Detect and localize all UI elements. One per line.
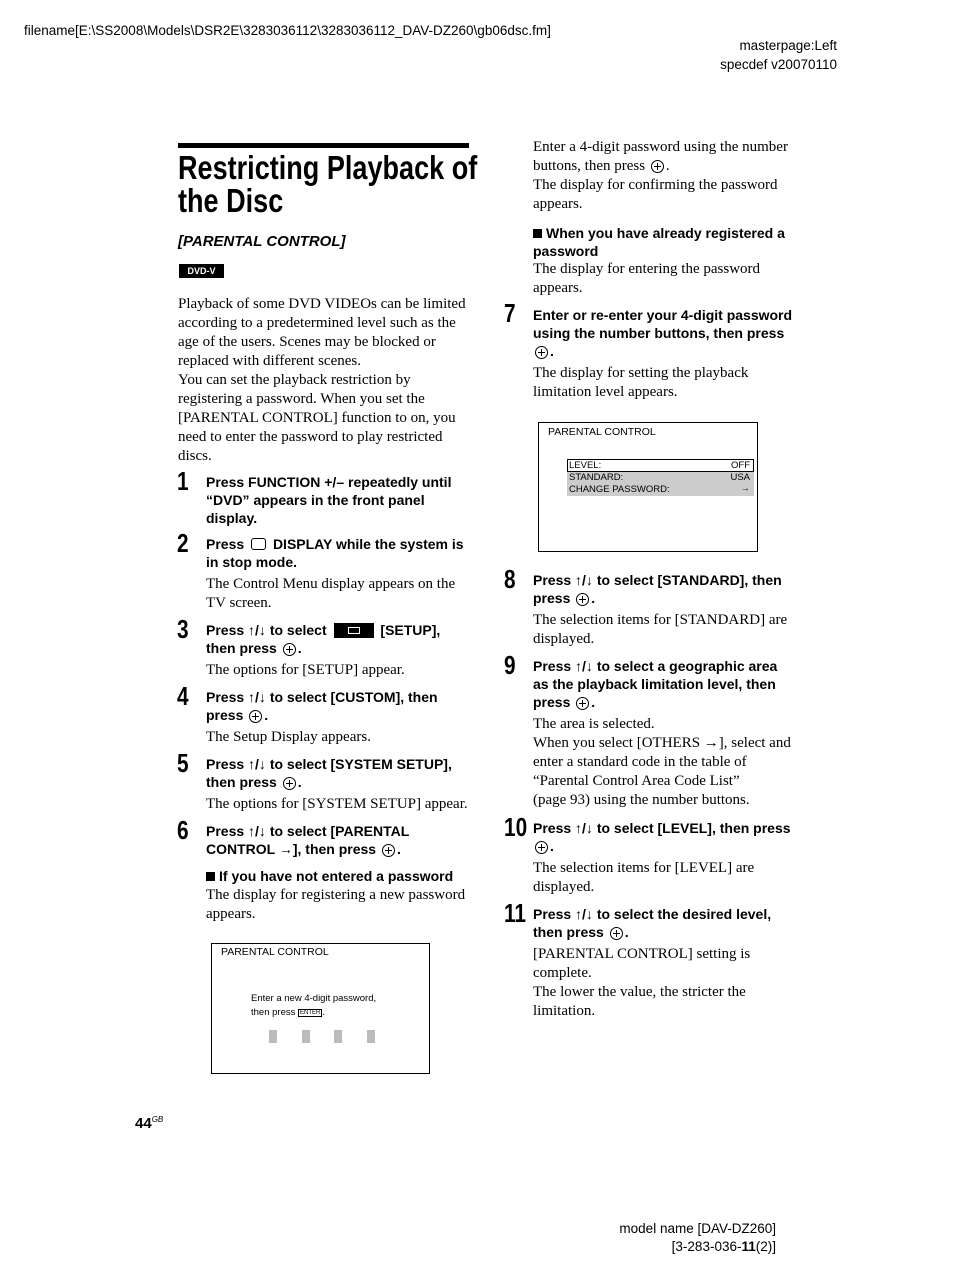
osd-row-value: OFF bbox=[731, 460, 750, 471]
enter-button-icon bbox=[382, 844, 395, 857]
step-number: 3 bbox=[177, 614, 189, 644]
step-text: Press ↑/↓ to select [STANDARD], then bbox=[533, 572, 782, 588]
osd-row-label: CHANGE PASSWORD: bbox=[569, 484, 670, 495]
step-text: “DVD” appears in the front panel bbox=[206, 492, 425, 508]
step-7-instruction: Enter or re-enter your 4-digit password using the number buttons, then press . bbox=[533, 307, 793, 359]
step-number: 10 bbox=[504, 812, 528, 842]
step-desc: buttons, then press bbox=[533, 158, 646, 174]
header-specdef: specdef v20070110 bbox=[720, 57, 837, 72]
footer-code-text: (2)] bbox=[755, 1239, 776, 1254]
step-text: DISPLAY while the system is bbox=[272, 536, 464, 552]
page-number-sup: GB bbox=[151, 1115, 164, 1124]
enter-button-icon bbox=[249, 710, 262, 723]
step-11-instruction: Press ↑/↓ to select the desired level, then press . bbox=[533, 906, 772, 940]
step-desc: TV screen. bbox=[206, 595, 272, 611]
subheading-text: password bbox=[533, 243, 599, 259]
step-desc: Enter a 4-digit password using the number bbox=[533, 139, 788, 155]
osd-title: PARENTAL CONTROL bbox=[548, 426, 656, 438]
osd-row-selected bbox=[567, 459, 754, 472]
step-desc: The selection items for [LEVEL] are bbox=[533, 860, 755, 876]
step-number: 1 bbox=[177, 466, 189, 496]
page-subtitle: [PARENTAL CONTROL] bbox=[178, 233, 346, 250]
intro-line: You can set the playback restriction by bbox=[178, 372, 411, 388]
enter-button-icon bbox=[576, 593, 589, 606]
step-6-instruction: Press ↑/↓ to select [PARENTAL CONTROL →], then press . bbox=[206, 823, 410, 857]
step-2-instruction bbox=[206, 535, 464, 571]
step-text: Press ↑/↓ to select [SYSTEM SETUP], bbox=[206, 756, 452, 772]
step-6-continued: Enter a 4-digit password using the number buttons, then press . The display for confirming the password appears. bbox=[533, 139, 788, 212]
dvd-v-badge: DVD-V bbox=[179, 264, 224, 278]
step-number: 9 bbox=[504, 650, 516, 680]
step-3-result: The options for [SETUP] appear. bbox=[206, 662, 405, 678]
step-number: 8 bbox=[504, 564, 516, 594]
page-number bbox=[135, 1115, 163, 1132]
step-text: press bbox=[206, 707, 244, 723]
step-desc: (page 93) using the number buttons. bbox=[533, 792, 750, 808]
enter-button-icon bbox=[283, 643, 296, 656]
subheading-text: When you have already registered a bbox=[546, 225, 785, 241]
step-text: press bbox=[533, 694, 571, 710]
enter-key-icon: ENTER bbox=[300, 1010, 321, 1016]
step-4-instruction: Press ↑/↓ to select [CUSTOM], then press . bbox=[206, 689, 438, 723]
step-text: press bbox=[533, 590, 571, 606]
arrow-right-icon: → bbox=[740, 483, 750, 494]
step-text: then press bbox=[533, 924, 604, 940]
step-number: 5 bbox=[177, 748, 189, 778]
title-rule bbox=[178, 143, 469, 148]
header-masterpage: masterpage:Left bbox=[739, 38, 837, 53]
step-desc: “Parental Control Area Code List” bbox=[533, 773, 740, 789]
step-text: Press ↑/↓ to select [CUSTOM], then bbox=[206, 689, 438, 705]
header-filename: filename[E:\SS2008\Models\DSR2E\3283036112\3283036112_DAV-DZ260\gb06dsc.fm] bbox=[24, 23, 551, 38]
step-text: CONTROL →], then press bbox=[206, 841, 377, 857]
osd-row-value: USA bbox=[730, 472, 750, 483]
footer-model-name: model name [DAV-DZ260] bbox=[619, 1221, 776, 1236]
step-desc: The display for setting the playback bbox=[533, 365, 749, 381]
step-text: Press bbox=[206, 536, 245, 552]
password-digit-slot bbox=[334, 1030, 342, 1043]
step-desc: limitation. bbox=[533, 1003, 596, 1019]
intro-line: need to enter the password to play restricted bbox=[178, 429, 443, 445]
step-desc: The display for registering a new password bbox=[206, 887, 466, 903]
step-desc: The Control Menu display appears on the bbox=[206, 576, 456, 592]
step-number: 7 bbox=[504, 298, 516, 328]
step-text: Press ↑/↓ to select the desired level, bbox=[533, 906, 772, 922]
step-number: 2 bbox=[177, 528, 189, 558]
step-desc: When you select [OTHERS →], select and bbox=[533, 735, 791, 751]
step-desc: The lower the value, the stricter the bbox=[533, 984, 746, 1000]
step-desc: The selection items for [STANDARD] are bbox=[533, 612, 788, 628]
step-text: Press ↑/↓ to select [PARENTAL bbox=[206, 823, 410, 839]
intro-line: registering a password. When you set the bbox=[178, 391, 425, 407]
step-text: Enter or re-enter your 4-digit password bbox=[533, 307, 793, 323]
page-title-line1: Restricting Playback of bbox=[178, 149, 478, 186]
password-digit-slot bbox=[302, 1030, 310, 1043]
step-number: 11 bbox=[504, 898, 526, 928]
osd-message-2 bbox=[251, 1007, 325, 1018]
step-10-instruction: Press ↑/↓ to select [LEVEL], then press . bbox=[533, 820, 791, 854]
step-8-result bbox=[533, 611, 787, 649]
step-11-result bbox=[533, 945, 750, 1021]
step-text: as the playback limitation level, then bbox=[533, 676, 776, 692]
intro-line: age of the users. Scenes may be blocked or bbox=[178, 334, 436, 350]
footer-part-code bbox=[672, 1237, 776, 1256]
enter-button-icon bbox=[535, 346, 548, 359]
intro-line: Playback of some DVD VIDEOs can be limited bbox=[178, 296, 466, 312]
osd-text: then press bbox=[251, 1007, 296, 1018]
registered-password-subheading bbox=[533, 224, 785, 260]
step-10-result bbox=[533, 859, 754, 897]
step-4-result: The Setup Display appears. bbox=[206, 729, 371, 745]
intro-line: replaced with different scenes. bbox=[178, 353, 361, 369]
step-number: 4 bbox=[177, 681, 189, 711]
step-text: display. bbox=[206, 510, 258, 526]
square-bullet-icon bbox=[533, 229, 542, 238]
step-text: then press bbox=[206, 640, 277, 656]
intro-line: [PARENTAL CONTROL] function to on, you bbox=[178, 410, 456, 426]
step-text: then press bbox=[206, 774, 277, 790]
step-8-instruction: Press ↑/↓ to select [STANDARD], then press . bbox=[533, 572, 782, 606]
step-9-instruction: Press ↑/↓ to select a geographic area as the playback limitation level, then press . bbox=[533, 658, 778, 710]
osd-title: PARENTAL CONTROL bbox=[221, 946, 329, 958]
step-3-instruction: Press ↑/↓ to select [SETUP], then press . bbox=[206, 622, 441, 656]
step-2-result bbox=[206, 575, 455, 613]
enter-button-icon bbox=[610, 927, 623, 940]
step-desc: displayed. bbox=[533, 631, 595, 647]
footer-code-text: [3-283-036- bbox=[671, 1239, 742, 1254]
osd-message: Enter a new 4-digit password, bbox=[251, 993, 377, 1004]
subheading-text: If you have not entered a password bbox=[219, 868, 454, 884]
display-button-icon bbox=[251, 538, 266, 550]
footer-code-bold: 11 bbox=[741, 1239, 756, 1254]
step-6-result bbox=[206, 886, 465, 924]
step-text: [SETUP], bbox=[380, 622, 441, 638]
page-number-text: 44 bbox=[135, 1115, 152, 1132]
step-text: Press ↑/↓ to select bbox=[206, 622, 327, 638]
step-5-result: The options for [SYSTEM SETUP] appear. bbox=[206, 796, 468, 812]
osd-text: . bbox=[322, 1007, 325, 1018]
step-text: Press ↑/↓ to select [LEVEL], then press bbox=[533, 820, 791, 836]
step-7-result bbox=[533, 364, 748, 402]
step-number: 6 bbox=[177, 815, 189, 845]
step-text: using the number buttons, then press bbox=[533, 325, 785, 341]
osd-row-label: STANDARD: bbox=[569, 472, 624, 483]
step-desc: displayed. bbox=[533, 879, 595, 895]
osd-row-label: LEVEL: bbox=[569, 460, 602, 471]
step-desc: appears. bbox=[533, 196, 583, 212]
intro-line: according to a predetermined level such as the bbox=[178, 315, 456, 331]
osd-row-group bbox=[567, 472, 754, 496]
enter-button-icon bbox=[651, 160, 664, 173]
step-desc: limitation level appears. bbox=[533, 384, 678, 400]
step-desc: The area is selected. bbox=[533, 716, 655, 732]
enter-button-icon bbox=[576, 697, 589, 710]
page-title bbox=[178, 151, 477, 217]
password-digit-slot bbox=[269, 1030, 277, 1043]
registered-password-desc bbox=[533, 260, 760, 298]
step-desc: The display for entering the password bbox=[533, 261, 761, 277]
osd-parental-control-menu bbox=[538, 422, 758, 552]
intro-line: discs. bbox=[178, 448, 212, 464]
step-text: Press FUNCTION +/– repeatedly until bbox=[206, 474, 452, 490]
step-desc: [PARENTAL CONTROL] setting is bbox=[533, 946, 751, 962]
step-desc: appears. bbox=[206, 906, 256, 922]
intro-paragraph bbox=[178, 295, 466, 466]
step-desc: appears. bbox=[533, 280, 583, 296]
square-bullet-icon bbox=[206, 872, 215, 881]
step-desc: complete. bbox=[533, 965, 592, 981]
step-1-instruction bbox=[206, 473, 451, 527]
step-desc: The display for confirming the password bbox=[533, 177, 778, 193]
enter-button-icon bbox=[535, 841, 548, 854]
password-digit-slot bbox=[367, 1030, 375, 1043]
step-text: Press ↑/↓ to select a geographic area bbox=[533, 658, 778, 674]
page-title-line2: the Disc bbox=[178, 182, 284, 219]
setup-toolbox-icon bbox=[334, 623, 374, 638]
step-desc: enter a standard code in the table of bbox=[533, 754, 747, 770]
step-9-result bbox=[533, 715, 791, 810]
step-5-instruction: Press ↑/↓ to select [SYSTEM SETUP], then press . bbox=[206, 756, 452, 790]
step-6-subheading bbox=[206, 867, 453, 885]
enter-button-icon bbox=[283, 777, 296, 790]
step-text: in stop mode. bbox=[206, 554, 297, 570]
osd-new-password-screen bbox=[211, 943, 430, 1074]
